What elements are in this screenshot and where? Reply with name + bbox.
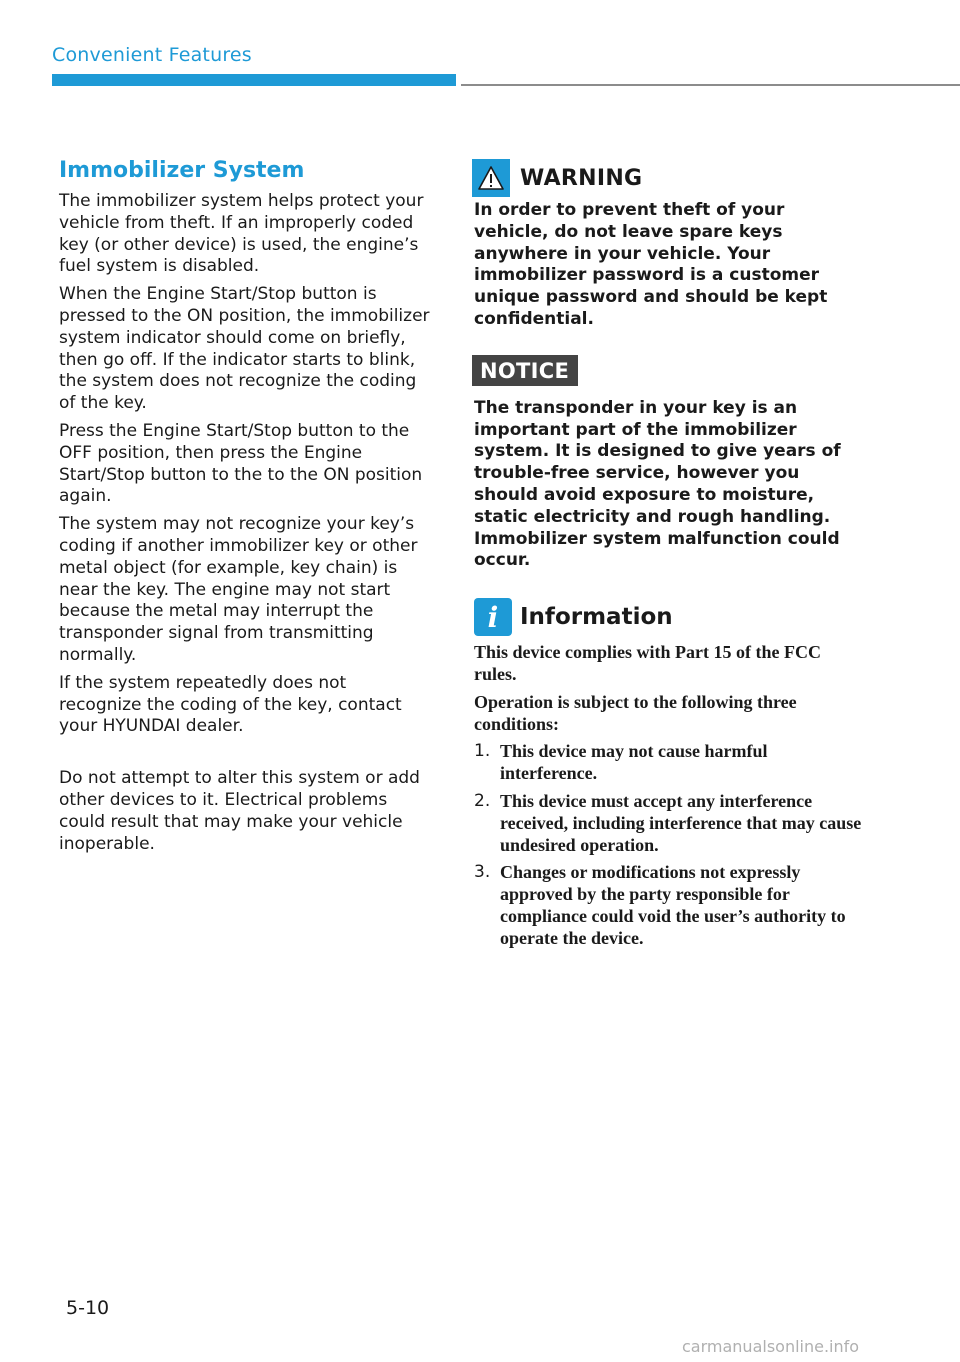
page-number: 5-10 bbox=[66, 1297, 110, 1319]
section-title: Immobilizer System bbox=[59, 158, 305, 183]
body-paragraph: If the system repeatedly does not recognize the coding of the key, contact your HYUNDAI dealer. bbox=[59, 672, 402, 737]
information-label: Information bbox=[520, 604, 673, 631]
warning-text: In order to prevent theft of your vehicle, do not leave spare keys anywhere in your vehicle. Your immobilizer password is a customer unique password and should be kept confidential. bbox=[474, 200, 828, 329]
list-text: This device must accept any interference received, including interference that may cause undesired operation. bbox=[500, 790, 862, 855]
body-paragraph: The system may not recognize your key’s coding if another immobilizer key or other metal object (for example, key chain) is near the key. The engine may not start because the metal may interrupt the transponder signal from transmitting normally. bbox=[59, 514, 418, 665]
notice-label: NOTICE bbox=[472, 355, 578, 386]
header-title: Convenient Features bbox=[52, 44, 252, 66]
information-paragraph: This device complies with Part 15 of the FCC rules. bbox=[474, 642, 821, 684]
body-paragraph: The immobilizer system helps protect your vehicle from theft. If an improperly coded key (or other device) is used, the engine’s fuel system is disabled. bbox=[59, 191, 424, 277]
warning-header bbox=[472, 158, 864, 198]
notice-text: The transponder in your key is an important part of the immobilizer system. It is designed to give years of trouble-free service, however you should avoid exposure to moisture, static electricity and rough handling. Immobilizer system malfunction could occur. bbox=[474, 397, 841, 571]
watermark: carmanualsonline.info bbox=[682, 1337, 860, 1356]
list-text: This device may not cause harmful interference. bbox=[500, 741, 768, 784]
warning-triangle-icon bbox=[472, 159, 510, 197]
information-header bbox=[474, 598, 864, 636]
list-number: 1. bbox=[474, 741, 491, 762]
warning-label: WARNING bbox=[520, 165, 643, 191]
information-paragraph: Operation is subject to the following three conditions: bbox=[474, 691, 797, 734]
list-item bbox=[474, 741, 864, 785]
list-item bbox=[474, 791, 864, 856]
list-item bbox=[474, 862, 864, 949]
header-rule-accent bbox=[52, 74, 456, 86]
left-column bbox=[59, 158, 431, 861]
body-paragraph: Press the Engine Start/Stop button to the OFF position, then press the Engine Start/Stop button to the to the ON position again. bbox=[59, 420, 423, 507]
body-paragraph: Do not attempt to alter this system or add other devices to it. Electrical problems could result that may make your vehicle inoperable. bbox=[59, 768, 420, 854]
list-number: 3. bbox=[474, 862, 491, 883]
header-rule bbox=[461, 84, 960, 86]
body-paragraph: When the Engine Start/Stop button is pressed to the ON position, the immobilizer system indicator should come on briefly, then go off. If the indicator starts to blink, the system does not recognize the coding of the key. bbox=[59, 284, 430, 414]
info-icon: i bbox=[474, 598, 512, 636]
right-column bbox=[474, 158, 864, 956]
list-number: 2. bbox=[474, 790, 491, 811]
list-text: Changes or modifications not expressly approved by the party responsible for compliance could void the user’s authority to operate the device. bbox=[500, 862, 846, 948]
